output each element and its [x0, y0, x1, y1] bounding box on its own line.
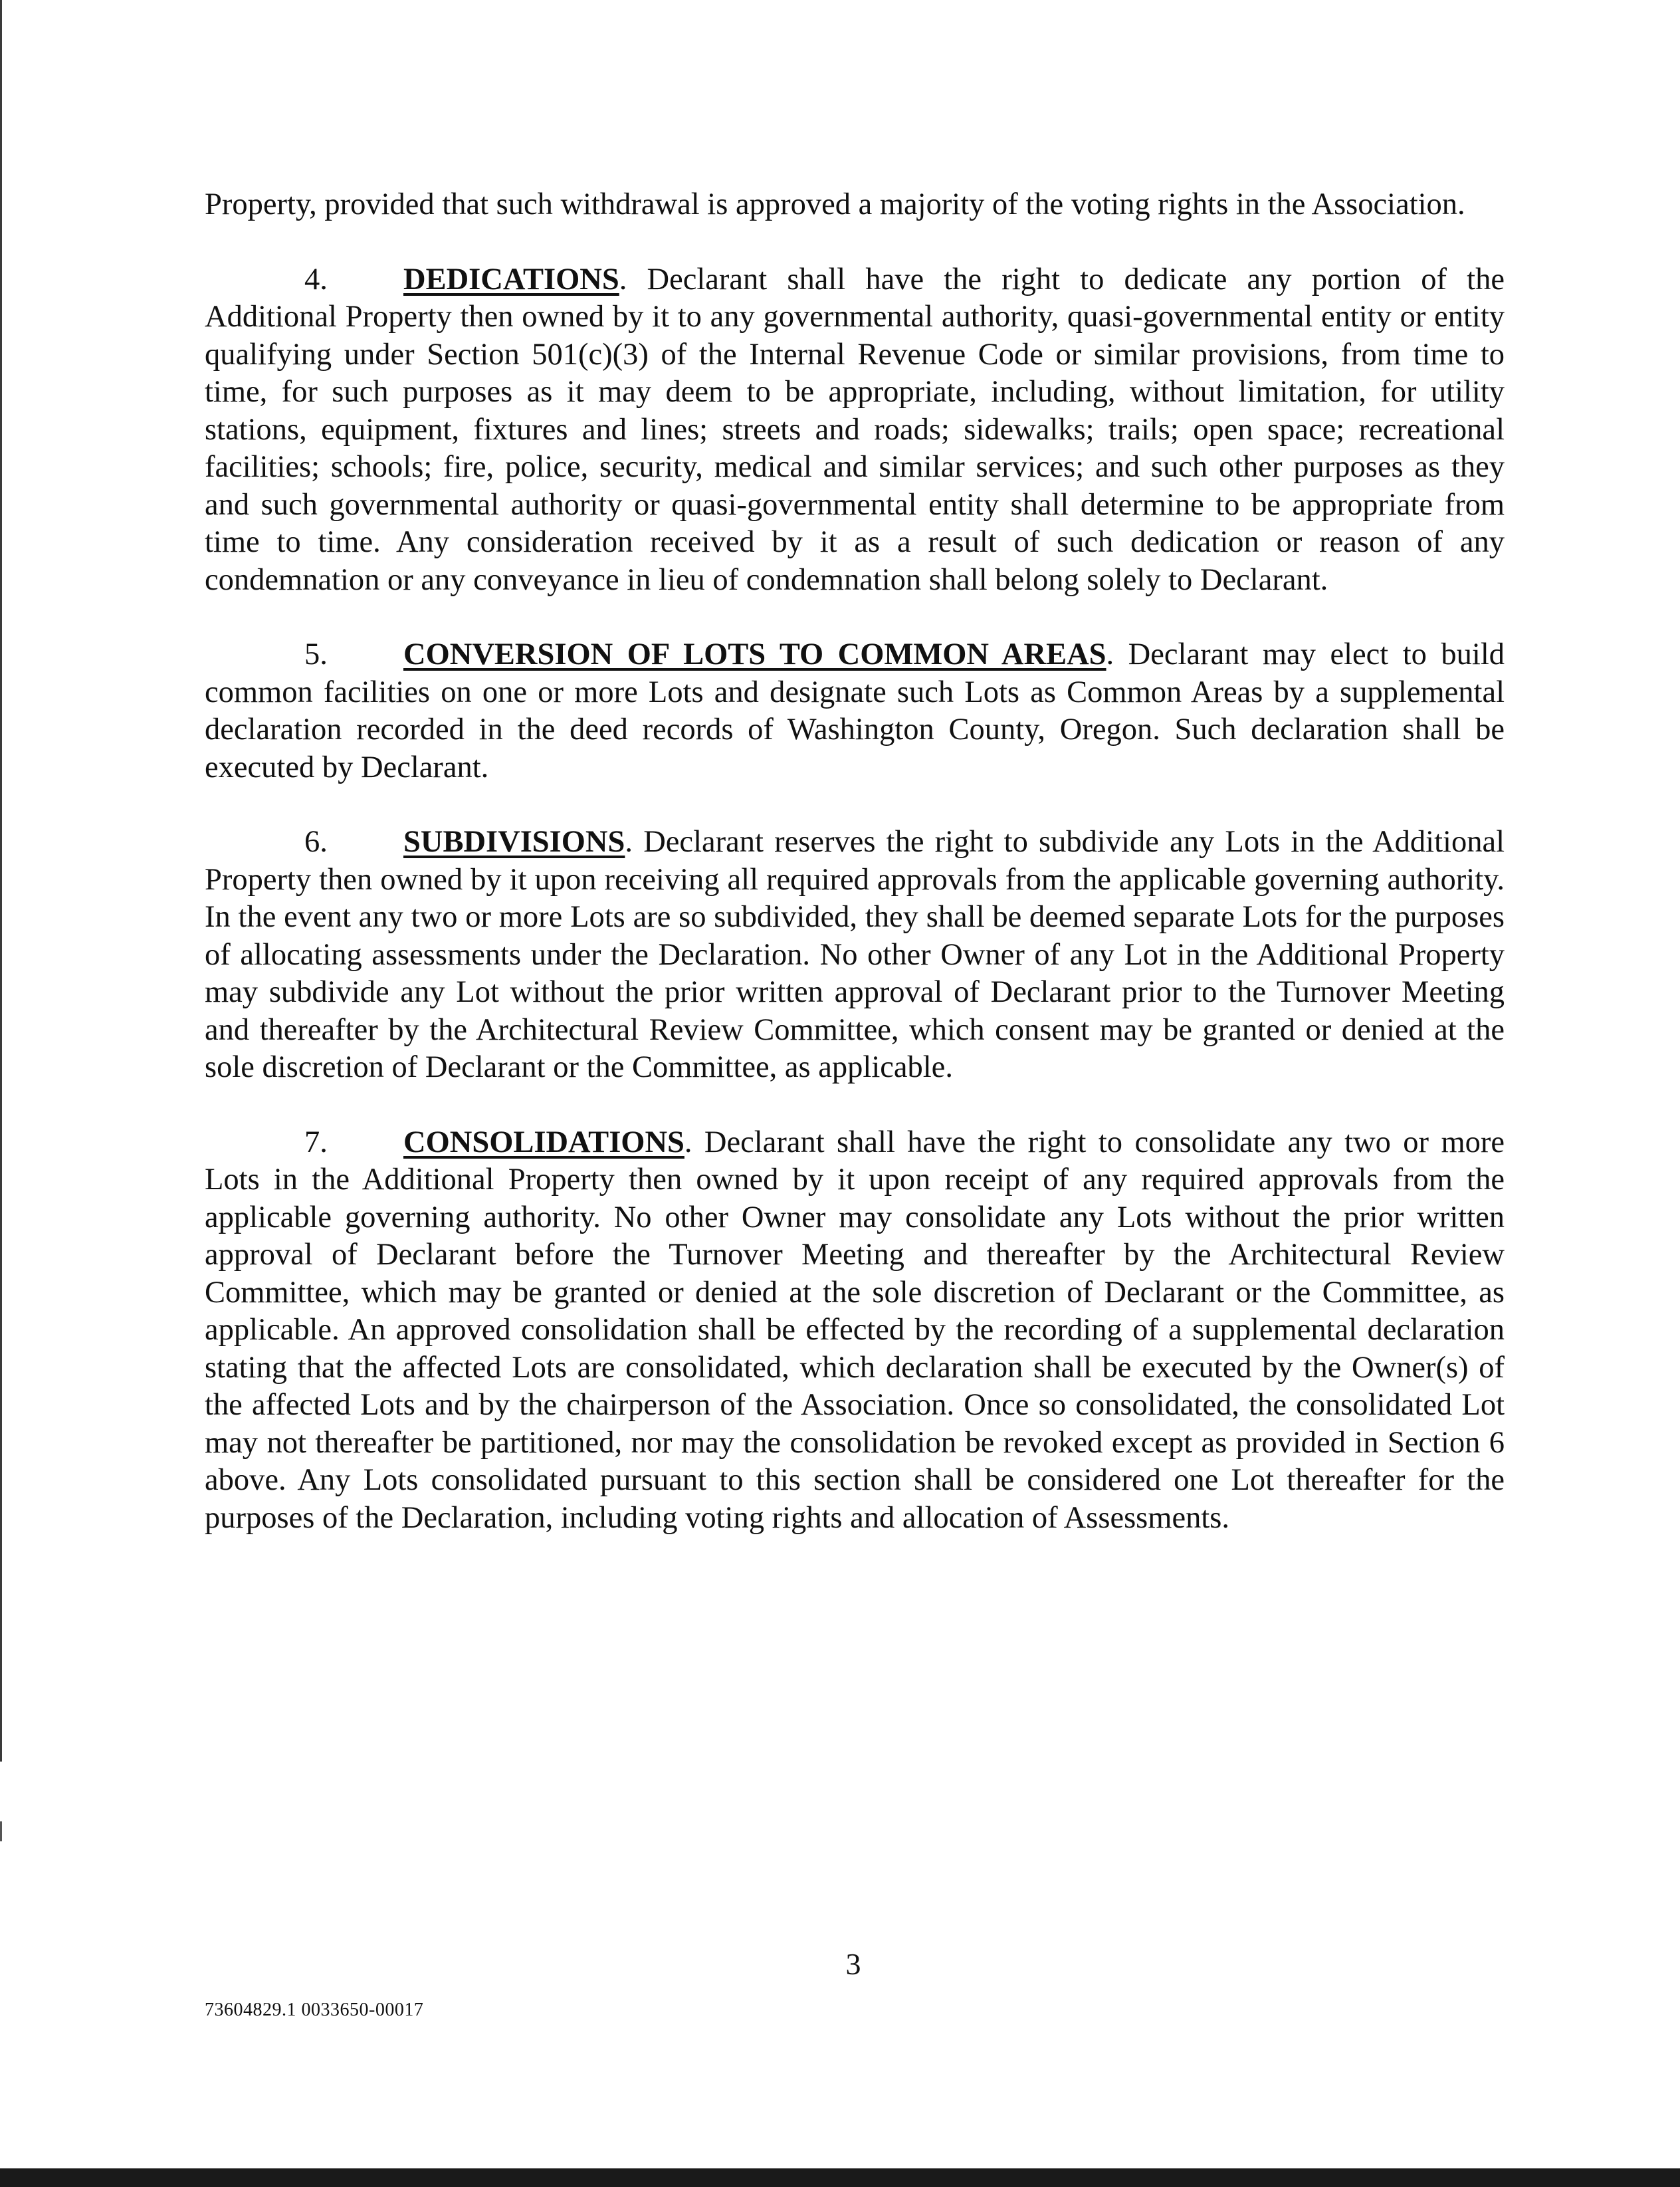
section-body: . Declarant shall have the right to dedicate any portion of the Additional Property then owned by it to any governmental authority, quasi-governmental entity or entity qualifying under Section 501(c)(3) of the Internal Revenue Code or similar provisions, from time to time, for such purposes as it may deem to be appropriate, including, without limitation, for utility stations, equipment, fixtures and lines; streets and roads; sidewalks; trails; open space; recreational facilities; schools; fire, police, security, medical and similar services; and such other purposes as they and such governmental authority or quasi-governmental entity shall determine to be appropriate from time to time. Any consideration received by it as a result of such dedication or reason of any condemnation or any conveyance in lieu of condemnation shall belong solely to Declarant.	[205, 262, 1505, 597]
section-number: 7.	[304, 1125, 328, 1159]
scan-bottom-edge	[0, 2168, 1680, 2187]
section-heading: DEDICATIONS	[403, 262, 619, 296]
section-heading: CONVERSION OF LOTS TO COMMON AREAS	[403, 637, 1106, 671]
section-body: . Declarant may elect to build common facilities on one or more Lots and designate such Lots as Common Areas by a supplemental declaration recorded in the deed records of Washington County, Oregon. Such declaration shall be executed by Declarant.	[205, 637, 1505, 784]
page-number: 3	[845, 1947, 861, 1981]
section-consolidations	[205, 1124, 1505, 1538]
section-body: . Declarant reserves the right to subdivide any Lots in the Additional Property then owned by it upon receiving all required approvals from the applicable governing authority. In the event any two or more Lots are so subdivided, they shall be deemed separate Lots for the purposes of allocating assessments under the Declaration. No other Owner of any Lot in the Additional Property may subdivide any Lot without the prior written approval of Declarant prior to the Turnover Meeting and thereafter by the Architectural Review Committee, which consent may be granted or denied at the sole discretion of Declarant or the Committee, as applicable.	[205, 825, 1505, 1084]
section-number: 6.	[304, 825, 328, 859]
section-number: 4.	[304, 262, 328, 296]
section-heading: SUBDIVISIONS	[403, 825, 625, 859]
section-conversion-of-lots	[205, 636, 1505, 786]
document-id: 73604829.1 0033650-00017	[205, 2000, 424, 2020]
scan-left-mark	[0, 1821, 2, 1841]
section-heading: CONSOLIDATIONS	[403, 1125, 684, 1159]
section-number: 5.	[304, 637, 328, 671]
section-body: . Declarant shall have the right to consolidate any two or more Lots in the Additional Property then owned by it upon receipt of any required approvals from the applicable governing authority. No other Owner may consolidate any Lots without the prior written approval of Declarant before the Turnover Meeting and thereafter by the Architectural Review Committee, which may be granted or denied at the sole discretion of Declarant or the Committee, as applicable. An approved consolidation shall be effected by the recording of a supplemental declaration stating that the affected Lots are consolidated, which declaration shall be executed by the Owner(s) of the affected Lots and by the chairperson of the Association. Once so consolidated, the consolidated Lot may not thereafter be partitioned, nor may the consolidation be revoked except as provided in Section 6 above. Any Lots consolidated pursuant to this section shall be considered one Lot thereafter for the purposes of the Declaration, including voting rights and allocation of Assessments.	[205, 1125, 1505, 1535]
document-body	[205, 186, 1505, 1537]
section-dedications	[205, 261, 1505, 600]
intro-paragraph: Property, provided that such withdrawal is approved a majority of the voting rights in the Association.	[205, 187, 1465, 221]
section-subdivisions	[205, 824, 1505, 1087]
scan-left-edge	[0, 0, 2, 1762]
